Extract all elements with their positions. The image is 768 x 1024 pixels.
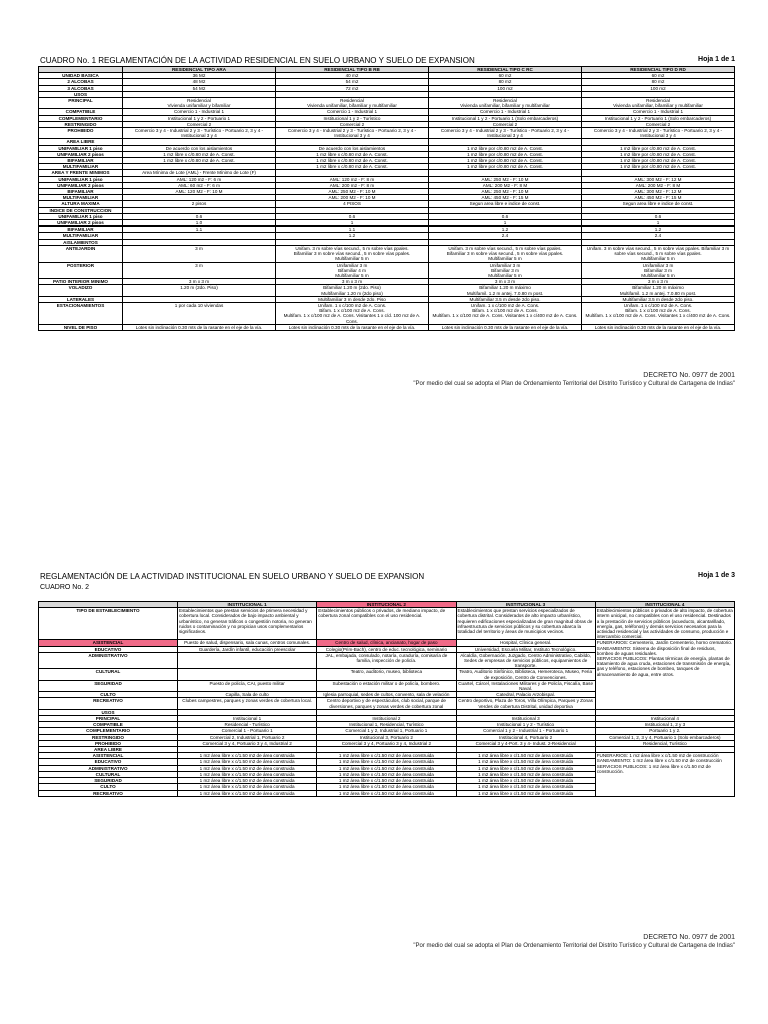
table-cell: 36 M2 <box>123 73 276 79</box>
table-cell: Puesto de salud, dispensario, sala cunas, centros comunales. <box>178 640 317 646</box>
table-cell: 3 m x 3 m <box>123 279 276 285</box>
table-cell: 1 m2 área libre x c/1.50 m2 de área construida <box>456 778 595 784</box>
table-cell: Residencial Vivienda unifamiliar, bifamiliar y multifamiliar <box>582 98 735 109</box>
row-label: RECREATIVO <box>39 790 178 796</box>
row-label: EDUCATIVO <box>39 759 178 765</box>
table-cell: Unifam. 3 m sobre vías secund., 5 m sobre vías ppales. Bifamiliar 3 m sobre vías secund., 5 m sobre vías ppales. Multifamiliar 5 m <box>429 245 582 262</box>
table-cell: Comercial 2 <box>429 121 582 127</box>
table-cell: AML: 120 m2 - F: 6 m <box>123 176 276 182</box>
cuadro-1-footer <box>413 372 735 388</box>
table-cell: 1 m2 área libre x c/1.50 m2 de área construida <box>178 759 317 765</box>
table-cell: Institucional 4, Portuario 2 <box>456 734 595 740</box>
row-label: 2 ALCOBAS <box>39 79 123 85</box>
row-label: PRINCIPAL <box>39 716 178 722</box>
table-cell: Comercio 3 y 4 - Industrial 2 y 3 - Turístico - Portuario 2, 3 y 4 - Institucional 3 y 4 <box>123 128 276 139</box>
table-cell: Residencial Vivienda unifamiliar y bifamiliar <box>123 98 276 109</box>
cuadro-1-header <box>38 56 735 66</box>
row-label: RESTRINGIDO <box>39 734 178 740</box>
table-cell: 1 m2 área libre x c/1.50 m2 de área construida <box>317 759 456 765</box>
table-cell: Establecimientos públicos o privados de alto impacto, de cobertura interm unicipal, no compatibles con el uso residencial. Destinados a la prestación de servicios públicos (acueducto, alcantarillado, energía, gas, teléfonos) y demás servicios necesarios para la actividad residencial y las actividades de consumo, producción e intercambio comercial. <box>596 608 733 640</box>
row-label: ASISTENCIAL <box>39 640 178 646</box>
table-row <box>39 262 735 279</box>
table-cell: 40 m2 <box>276 73 429 79</box>
table-cell: 1.1 <box>276 227 429 233</box>
row-label: AREA Y FRENTE MINIMOS <box>39 170 123 176</box>
cuadro-1-page <box>38 56 735 387</box>
table-cell: JAL, embajada, consulado, notaría, curaduría, comisaría de familia, inspección de policía. <box>317 652 456 669</box>
table-cell: Establecimientos que prestan servicios de primera necesidad y cobertura local. Considerados de bajo impacto ambiental y urbanístico, no generan tráficos o congestión notoria, no generan ruidos o contaminación y no propician usos complementarios significativos. <box>178 608 317 640</box>
table-cell: Comercial 3 y 4-Port. 3 y 4- Indust. 2-Residencial <box>456 740 595 746</box>
row-label: POSTERIOR <box>39 262 123 279</box>
cuadro-2-subtitle: CUADRO No. 2 <box>40 584 90 591</box>
table-cell: AML: 450 M2 - F: 15 M <box>582 195 735 201</box>
table-cell: Institucional 1 y 2 - Portuario 1 (Solo embarcaderos) <box>429 115 582 121</box>
table-cell: Segun area libre e indice de const. <box>429 201 582 207</box>
header-cell: INSTITUCIONAL 3 <box>456 602 595 608</box>
table-row <box>39 285 735 296</box>
table-cell: Segun area libre e indice de const. <box>582 201 735 207</box>
table-cell: 60 m2 <box>429 73 582 79</box>
cuadro-2-table <box>38 601 735 797</box>
row-label: USOS <box>39 709 178 715</box>
table-cell: 1 m2 área libre x c/1.50 m2 de área construida <box>178 765 317 771</box>
table-cell: Institucional 1, 2 y 3 <box>595 722 734 728</box>
table-cell: Institucional 1 y 2 - Portuario 1 (Solo embarcaderos) <box>582 115 735 121</box>
table-cell: Lotes sin inclinación 0.30 mts de la rasante en el eje de la vía. <box>276 324 429 330</box>
table-cell: Multifamiliar 3.5 m desde 2do piso. <box>429 296 582 302</box>
table-cell: 2 pisos <box>123 201 276 207</box>
table-cell: Unifamiliar 3 m Bifamiliar 3 m Multifamiliar 5 m <box>429 262 582 279</box>
table-cell: 1 m2 libre por c/0.80 m2 de A. Const. <box>429 164 582 170</box>
table-cell: 1 <box>429 220 582 226</box>
table-cell: Comercio 1 - Industrial 1 <box>123 109 276 115</box>
table-cell: Alcaldía, Gobernación, Juzgado, Centro Administrativo, Cabildo, Sedes de empresas de servicios públicos, equipamientos de transporte. <box>456 652 595 669</box>
table-cell: 0.6 <box>123 213 276 219</box>
row-label: MULTIFAMILIAR <box>39 195 123 201</box>
header-cell: RESIDENCIAL TIPO C RC <box>429 67 582 73</box>
row-label: INDICE DE CONSTRUCCION <box>39 207 123 213</box>
row-label: UNIFAMILIAR 2 pisos <box>39 182 123 188</box>
row-label: AISLAMIENTOS <box>39 239 123 245</box>
table-cell: 1 m2 área libre x c/1.50 m2 de área construida <box>456 771 595 777</box>
table-cell: Unifam. 1 x c/100 m2 de A. Cons. Bifam. 1 x c/100 m2 de A. Cons. Multifam. 1 x c/100 m2 de A. Cons. Visitantes 1 x c/400 m2 de A. Cons. <box>429 302 582 324</box>
table-cell: 1 m2 libre x c/0.80 m2 de A. Const. <box>276 158 429 164</box>
table-cell: Comercial 2 <box>276 121 429 127</box>
table-cell: 100 m2 <box>429 85 582 91</box>
row-label: RECREATIVO <box>39 698 178 709</box>
table-cell: Comercial 2, Industrial 1, Portuario 2 <box>178 734 317 740</box>
table-cell: Iglesia parroquial, sedes de cultos, convento, sala de velación <box>317 692 456 698</box>
table-cell: Comercio 3 y 4 - Industrial 2 y 3 - Turístico - Portuario 2, 3 y 4 - Institucional 3 y 4 <box>276 128 429 139</box>
table-cell: 48 M2 <box>123 79 276 85</box>
table-cell: 1 m2 área libre x c/1.50 m2 de área construida <box>178 784 317 790</box>
row-label: CULTO <box>39 692 178 698</box>
table-cell: 60 m2 <box>582 73 735 79</box>
row-label: BIFAMILIAR <box>39 189 123 195</box>
table-cell: 1 m2 libre x c/0.80 m2 de A. Const. <box>123 158 276 164</box>
table-cell: Comercial 1, 2, 3 y 4, Portuario 1 (Solo embarcaderos) <box>595 734 734 740</box>
table-cell: Comercial 1 y 2 - Industrial 1 - Portuario 1 <box>456 728 595 734</box>
table-cell: 1 m2 área libre x c/1.50 m2 de área construida <box>456 759 595 765</box>
table-cell: 1 m2 área libre x c/1.50 m2 de área construida <box>317 771 456 777</box>
table-cell: Unifam. 3 m sobre vías secund., 5 m sobre vías ppales. Bifamiliar 3 m sobre vías secund., 5 m sobre vías ppales. Multifamiliar 5 m <box>582 245 735 262</box>
cuadro-2-header <box>38 572 735 582</box>
table-cell: Clubes campestres, parques y zonas verdes de cobertura local. <box>178 698 317 709</box>
table-cell: Comercial 2 <box>123 121 276 127</box>
table-cell: 1 <box>276 220 429 226</box>
table-cell: Guardería, Jardín infantil, educación preescolar <box>178 646 317 652</box>
table-cell: Comercio 1 - Industrial 1 <box>429 109 582 115</box>
cuadro-1-page-number: Hoja 1 de 1 <box>698 56 735 63</box>
table-cell: Bifamiliar 1.20 m (2do. Piso) Multifamiliar 1.20 m (2do piso) <box>276 285 429 296</box>
table-cell: 80 m2 <box>429 79 582 85</box>
table-cell: 1 m2 área libre x c/1.50 m2 de área construida <box>317 778 456 784</box>
table-cell: 2.4 <box>429 233 582 239</box>
table-cell: Cuartel, Cárcel, Instalaciones Militares y de Policía, Fiscalía, Base Naval. <box>456 680 595 691</box>
table-cell: Multifamiliar 3 m desde 2do. Piso <box>276 296 429 302</box>
table-cell: Bifamiliar 1.20 m máximo Multifamil. 1.2 m antej. 7.0.80 m post. <box>582 285 735 296</box>
cuadro-2-title: REGLAMENTACIÓN DE LA ACTIVIDAD INSTITUCIONAL EN SUELO URBANO Y SUELO DE EXPANSION <box>40 572 425 581</box>
row-label: ANTEJARDIN <box>39 245 123 262</box>
table-cell: 1.0 <box>123 220 276 226</box>
table-cell: Residencial Vivienda unifamiliar, bifamiliar y multifamiliar <box>276 98 429 109</box>
table-cell: Centro deportivo y de espectáculos, club social, parque de diversiones, parques y zonas verdes de cobertura zonal <box>317 698 456 709</box>
table-cell: 1.20 m (2do. Piso) <box>123 285 276 296</box>
table-cell-inst4: FUNERARIOS: Cementerio, Jardín Cementerio, horno crematorio. SANEAMIENTO: Sistema de disposición final de residuos, bombeo de aguas residuales. SERVICIOS PUBLICOS: Plantas térmicas de energía, plantas de tratamiento de agua cruda, estaciones de transmisión de energía, gas y teléfono, estaciones de bombeo, tanques de almacenamiento de agua, entre otros. <box>595 640 734 709</box>
table-row <box>39 128 735 139</box>
table-cell: 1.1 <box>123 227 276 233</box>
cuadro-2-footer-decree: DECRETO No. 0977 de 2001 <box>643 934 735 941</box>
row-label: ASISTENCIAL <box>39 753 178 759</box>
header-cell: INSTITUCIONAL 4 <box>595 602 734 608</box>
table-row <box>39 245 735 262</box>
table-cell: 1 m2 área libre x c/1.50 m2 de área construida <box>178 771 317 777</box>
table-cell: 4 PISOS <box>276 201 429 207</box>
table-cell: AML: 60 m2 - F: 6 m <box>123 182 276 188</box>
table-cell: Multifamiliar 3.5 m desde 2do piso. <box>582 296 735 302</box>
cuadro-1-title: CUADRO No. 1 REGLAMENTACIÓN DE LA ACTIVIDAD RESIDENCIAL EN SUELO URBANO Y SUELO DE EXPANSION <box>40 56 475 65</box>
table-cell: Centro deportivo, Plaza de Toros, Villa Olímpica, Parques y Zonas Verdes de cobertura Distrital, unidad deportiva <box>456 698 595 709</box>
row-label: COMPATIBLE <box>39 722 178 728</box>
table-cell: 1 m2 área libre x c/1.50 m2 de área construida <box>178 778 317 784</box>
table-cell: Unifam. 3 m sobre vías secund., 5 m sobre vías ppales. Bifamiliar 3 m sobre vías secund., 5 m sobre vías ppales. Multifamiliar 5 m <box>276 245 429 262</box>
cuadro-2-page-number: Hoja 1 de 3 <box>698 572 735 579</box>
row-label: COMPATIBLE <box>39 109 123 115</box>
table-cell: Lotes sin inclinación 0.30 mts de la rasante en el eje de la vía. <box>123 324 276 330</box>
table-cell: Unifam. 1 x c/100 m2 de A. Cons. Bifam. 1 x c/100 m2 de A. Cons. Multifam. 1 x c/100 m2 de A. Cons. Visitantes 1 x c/d. 100 m2 de A. Cons. <box>276 302 429 324</box>
table-cell: AML: 200 M2 - F: 10 M <box>276 195 429 201</box>
table-cell: 0.6 <box>429 213 582 219</box>
table-cell: Institucional 2 <box>317 716 456 722</box>
table-cell: Teatro, auditorio, museo, biblioteca <box>317 669 456 680</box>
table-cell: 1 m2 libre por c/0.80 m2 de A. Const. <box>582 158 735 164</box>
cuadro-1-footer-decree: DECRETO No. 0977 de 2001 <box>643 372 735 379</box>
table-cell: Institucional 4 <box>595 716 734 722</box>
row-label: AREA LIBRE <box>39 139 123 145</box>
table-cell: AML: 450 M2 - F: 15 M <box>429 195 582 201</box>
table-cell: AML: 200 m2 - F: 8 m <box>276 182 429 188</box>
table-cell: De acuerdo con los aislamientos <box>123 145 276 151</box>
table-cell: Institucional 1 y 2 - Portuario 1 <box>123 115 276 121</box>
table-cell: 1 m2 libre x c/0.80 m2 de A. Const. <box>276 151 429 157</box>
table-cell: 54 m2 <box>276 79 429 85</box>
table-cell: 1.2 <box>276 233 429 239</box>
table-cell: De acuerdo con los aislamientos <box>276 145 429 151</box>
table-cell: Comercio 3 y 4 - Industrial 2 y 3 - Turístico - Portuario 2, 3 y 4 - Institucional 3 y 4 <box>429 128 582 139</box>
table-cell: 1 m2 libre por c/0.80 m2 de A. Const. <box>429 158 582 164</box>
table-cell: 0.6 <box>276 213 429 219</box>
row-label: SEGURIDAD <box>39 778 178 784</box>
table-cell: 3 m <box>123 262 276 279</box>
table-cell: 1.2 <box>582 227 735 233</box>
table-cell: 1 m2 área libre x c/1.50 m2 de área construida <box>317 753 456 759</box>
table-cell: 1 m2 área libre x c/1.50 m2 de área construida <box>456 790 595 796</box>
row-label: LATERALES <box>39 296 123 302</box>
table-cell: Establecimientos públicos o privados, de mediano impacto, de cobertura zonal compatibles con el uso residencial. <box>317 608 456 640</box>
table-cell: Comercio 1 - Industrial 1 <box>276 109 429 115</box>
table-cell: Portuario 1 y 2. <box>595 728 734 734</box>
table-cell: 3 m <box>123 245 276 262</box>
table-cell: AML: 250 M2 - F: 10 M <box>429 176 582 182</box>
row-label: USOS <box>39 91 123 97</box>
table-cell: Institucional 1 y 2 - Turístico <box>276 115 429 121</box>
table-cell: 1 m2 libre por c/0.80 m2 de A. Const. <box>582 145 735 151</box>
table-cell: AML: 300 M2 - F: 12 M <box>582 189 735 195</box>
table-cell: Puesto de policía, CAI, puesto militar <box>178 680 317 691</box>
table-cell: Residencial, Turístico <box>595 740 734 746</box>
table-cell: 80 m2 <box>582 79 735 85</box>
row-label: PATIO INTERIOR MINIMO <box>39 279 123 285</box>
table-cell: 1 m2 libre x c/0.80 m2 de A. Const. <box>123 151 276 157</box>
table-cell: Comercial 1 - Portuario 1 <box>178 728 317 734</box>
table-row <box>39 324 735 330</box>
row-label: UNIFAMILIAR 2 pisos <box>39 151 123 157</box>
row-label: CULTO <box>39 784 178 790</box>
table-cell: AML: 250 M2 - F: 10 M <box>429 189 582 195</box>
table-cell: 3 m x 3 m <box>276 279 429 285</box>
table-cell: Comercial 3 y 4, Portuario 3 y 4, Industrial 2 <box>317 740 456 746</box>
header-cell: RESIDENCIAL TIPO ARA <box>123 67 276 73</box>
cuadro-2-footer-text: "Por medio del cual se adopta el Plan de Ordenamiento Territorial del Distrito Turístico y Cultural de Cartagena de Indias" <box>413 943 735 949</box>
row-label: BIFAMILIAR <box>39 227 123 233</box>
row-label: MULTIFAMILIAR <box>39 233 123 239</box>
row-label: CULTURAL <box>39 669 178 680</box>
table-cell: 1 m2 área libre x c/1.50 m2 de área construida <box>456 784 595 790</box>
row-label: VOLADIZO <box>39 285 123 296</box>
table-cell: Area Mínima de Lote (AML) - Frente Mínimo de Lote (F) <box>123 170 276 176</box>
table-row <box>39 98 735 109</box>
row-label: ESTACIONAMIENTOS <box>39 302 123 324</box>
row-label: UNIFAMILIAR 2 pisos <box>39 220 123 226</box>
table-cell: 1 m2 área libre x c/1.50 m2 de área construida <box>317 790 456 796</box>
row-label: PRINCIPAL <box>39 98 123 109</box>
header-cell: INSTITUCIONAL 1 <box>178 602 317 608</box>
table-cell: 1 m2 área libre x c/1.50 m2 de área construida <box>456 765 595 771</box>
row-label: SEGURIDAD <box>39 680 178 691</box>
table-cell: Hospital, Clínica general. <box>456 640 595 646</box>
table-cell: 1 m2 área libre x c/1.50 m2 de área construida <box>317 784 456 790</box>
table-cell: 1 m2 libre x c/0.80 m2 de A. Const. <box>276 164 429 170</box>
table-cell: 1 m2 área libre x c/1.50 m2 de área construida <box>178 753 317 759</box>
row-label: 3 ALCOBAS <box>39 85 123 91</box>
header-cell: RESIDENCIAL TIPO B RB <box>276 67 429 73</box>
table-cell: 54 M2 <box>123 85 276 91</box>
table-cell: Unifamiliar 3 m Bifamiliar 4 m Multifamiliar 5 m <box>276 262 429 279</box>
table-cell: AML: 200 M2 - F: 8 M <box>429 182 582 188</box>
row-label: UNIFAMILIAR 1 piso <box>39 213 123 219</box>
row-label: ADMINISTRATIVO <box>39 765 178 771</box>
table-cell: Universidad, Escuela Militar, Instituto Tecnológico. <box>456 646 595 652</box>
table-row <box>39 608 735 640</box>
row-label: BIFAMILIAR <box>39 158 123 164</box>
table-cell: Bifamiliar 1.20 m máximo Multifamil. 1.2 m antej. 7.0.80 m post. <box>429 285 582 296</box>
table-row <box>39 302 735 324</box>
table-cell: Institucional 3, Portuario 2 <box>317 734 456 740</box>
cuadro-1-table <box>38 66 735 331</box>
table-cell: Residencial Vivienda unifamiliar, bifamiliar y multifamiliar <box>429 98 582 109</box>
table-cell: Comercial 3 y 4, Portuario 3 y 4, Industrial 2 <box>178 740 317 746</box>
table-cell: Institucional 3 <box>456 716 595 722</box>
table-cell: 1 m2 área libre x c/1.50 m2 de área construida <box>317 765 456 771</box>
table-cell: 1 m2 libre por c/0.80 m2 de A. Const. <box>582 151 735 157</box>
table-cell: Comercial 2 <box>582 121 735 127</box>
table-cell: 1 m2 libre por c/0.80 m2 de A. Const. <box>429 145 582 151</box>
table-cell: AML: 120 m2 - F: 8 m <box>276 176 429 182</box>
cuadro-2-page <box>38 572 735 949</box>
table-cell: 0.6 <box>582 213 735 219</box>
table-cell: 100 m2 <box>582 85 735 91</box>
table-cell: 1 m2 libre por c/0.80 m2 de A. Const. <box>429 151 582 157</box>
row-label: PROHIBIDO <box>39 740 178 746</box>
table-cell <box>178 669 317 680</box>
table-cell: AML: 300 M2 - F: 12 M <box>582 176 735 182</box>
table-cell: Comercio 3 y 4 - Industrial 2 y 3 - Turístico - Portuario 2, 3 y 4 - Institucional 3 y 4 <box>582 128 735 139</box>
row-label: UNIFAMILIAR 1 piso <box>39 176 123 182</box>
table-cell: Catedral, Palacio Arzobispal. <box>456 692 595 698</box>
table-cell: Comercio 1 - Industrial 1 <box>582 109 735 115</box>
row-label: PROHIBIDO <box>39 128 123 139</box>
table-cell: AML: 200 M2 - F: 8 M <box>582 182 735 188</box>
row-label: COMPLEMENTARIO <box>39 728 178 734</box>
table-cell: 1.2 <box>429 227 582 233</box>
table-cell: Teatro, Auditorio Sinfónico, Biblioteca, Hemeroteca, Museo, Feria de exposición, Centro de Convenciones. <box>456 669 595 680</box>
row-label: RESTRINGIDO <box>39 121 123 127</box>
table-cell: Unifamiliar 3 m Bifamiliar 3 m Multifamiliar 5 m <box>582 262 735 279</box>
row-label: COMPLEMENTARIO <box>39 115 123 121</box>
cuadro-1-footer-text: "Por medio del cual se adopta el Plan de Ordenamiento Territorial del Distrito Turístico y Cultural de Cartagena de Indias" <box>413 381 735 387</box>
header-cell: INSTITUCIONAL 2 <box>317 602 456 608</box>
row-label: CULTURAL <box>39 771 178 777</box>
table-cell: Institucional 1, Residencial, Turístico <box>317 722 456 728</box>
table-cell: AML: 120 M2 - F: 10 M <box>123 189 276 195</box>
table-cell: 3 m x 3 m <box>429 279 582 285</box>
table-cell: 1 m2 libre por c/0.80 m2 de A. Const. <box>582 164 735 170</box>
table-cell: AML: 250 M2 - F: 10 M <box>276 189 429 195</box>
table-cell: 1 <box>582 220 735 226</box>
table-cell: 1 m2 área libre x c/1.50 m2 de área construida <box>456 753 595 759</box>
row-label: ADMINISTRATIVO <box>39 652 178 669</box>
table-cell: Colegio(Prim-Bach), centro de educ. tecnológica, seminario <box>317 646 456 652</box>
row-label: UNIFAMILIAR 1 piso <box>39 145 123 151</box>
table-cell <box>178 652 317 669</box>
table-cell: 2.4 <box>582 233 735 239</box>
table-cell: Centro de salud, clínica, ancianato, hogar de paso <box>317 640 456 646</box>
table-cell: Comercial 1 y 2, Industrial 1, Portuario 1 <box>317 728 456 734</box>
row-label: ALTURA MAXIMA <box>39 201 123 207</box>
row-label: UNIDAD BASICA <box>39 73 123 79</box>
row-label: TIPO DE ESTABLECIMIENTO <box>39 608 178 640</box>
table-cell: 72 m2 <box>276 85 429 91</box>
table-cell: 1 por cada 10 viviendas <box>123 302 276 324</box>
row-label: EDUCATIVO <box>39 646 178 652</box>
table-cell: Unifam. 1 x c/100 m2 de A. Cons. Bifam. 1 x c/100 m2 de A. Cons. Multifam. 1 x c/100 m2 de A. Cons. Visitantes 1 x c/400 m2 de A. Cons. <box>582 302 735 324</box>
table-cell: 1 m2 área libre x c/1.50 m2 de área construida <box>178 790 317 796</box>
row-label: MULTIFAMILIAR <box>39 164 123 170</box>
table-cell: Residencial - Turístico <box>178 722 317 728</box>
table-cell: Lotes sin inclinación 0.30 mts de la rasante en el eje de la vía. <box>582 324 735 330</box>
cuadro-2-footer <box>413 934 735 950</box>
table-cell: Capilla, Sala de culto <box>178 692 317 698</box>
row-label: NIVEL DE PISO <box>39 324 123 330</box>
table-cell: Institucional 1 y 2 - Turístico <box>456 722 595 728</box>
table-cell: Establecimientos que prestan servicios especializados de cobertura distrital. Considerados de alto impacto urbanístico, requieren edificaciones especializadas de gran magnitud obras de infraestructura de servicios públicos y su cobertura abarca la totalidad del territorio y áreas de municipios vecinos. <box>456 608 595 640</box>
table-cell: Institucional 1 <box>178 716 317 722</box>
table-cell: Subestación o estación militar o de policía, bombero. <box>317 680 456 691</box>
header-cell: RESIDENCIAL TIPO D RD <box>582 67 735 73</box>
table-cell-inst4: FUNERARIOS: 1 m2 área libre x c/1.50 m2 de construcción SANEAMIENTO: 1 m2 área libre x c/1.50 m2 de construcción SERVICIOS PUBLICOS: 1 m2 área libre x c/1.50 m2 de construcción. <box>595 753 734 796</box>
table-cell: 3 m x 3 m <box>582 279 735 285</box>
row-label: AREA LIBRE <box>39 747 178 753</box>
table-cell: Lotes sin inclinación 0.30 mts de la rasante en el eje de la vía. <box>429 324 582 330</box>
